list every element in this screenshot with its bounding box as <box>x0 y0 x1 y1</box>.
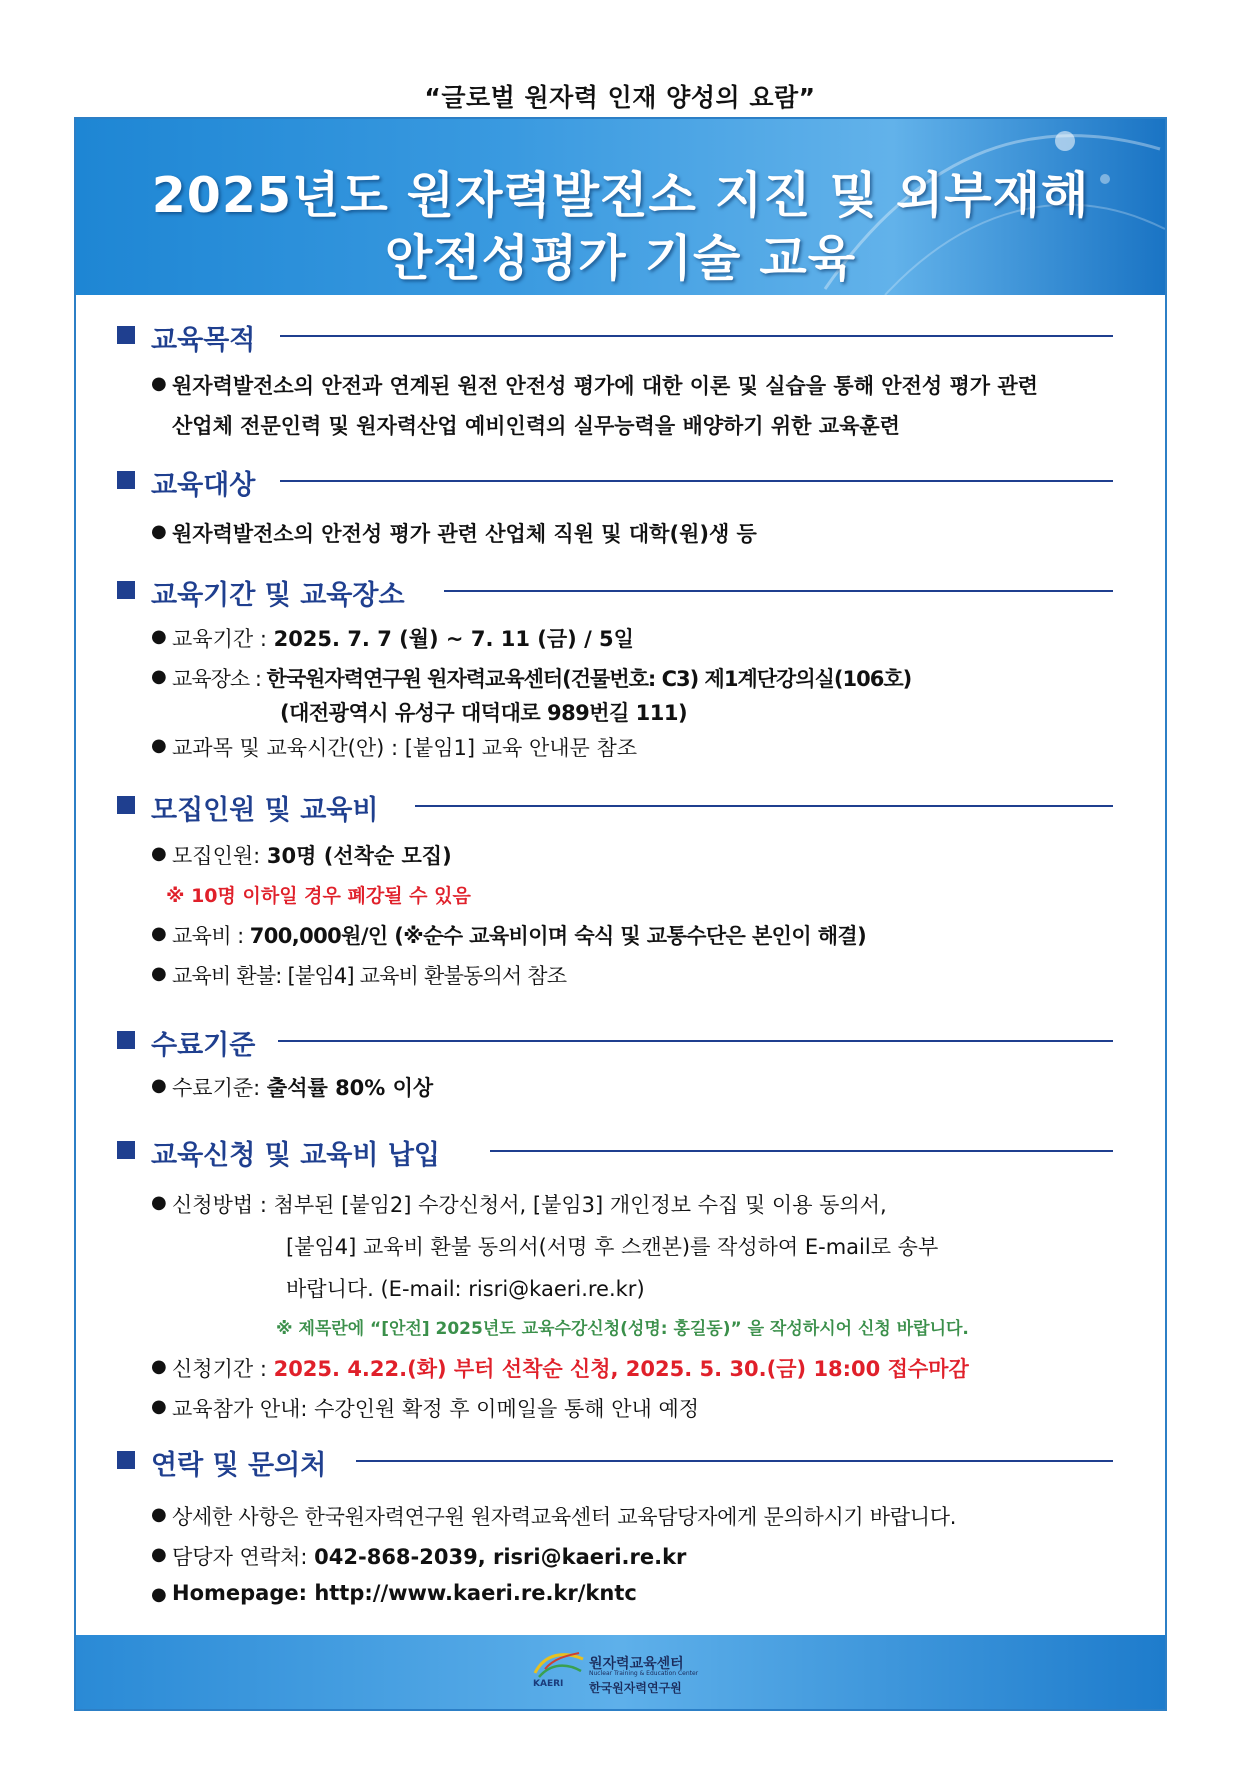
period-value: 2025. 7. 7 (월) ~ 7. 11 (금) / 5일 <box>273 627 634 651</box>
purpose-line1: 원자력발전소의 안전과 연계된 원전 안전성 평가에 대한 이론 및 실습을 통해 안전성 평가 관련 <box>172 374 1038 398</box>
completion-value: 출석률 80% 이상 <box>266 1076 434 1100</box>
place-line <box>172 663 911 693</box>
fee-value: 700,000원/인 (※순수 교육비이며 숙식 및 교통수단은 본인이 해결) <box>249 924 867 948</box>
bullet-icon: ● <box>151 1584 167 1605</box>
count-label: 모집인원: <box>172 844 267 868</box>
bullet-icon: ● <box>151 626 167 647</box>
bullet-icon: ● <box>151 666 167 687</box>
recruit-count-line <box>172 840 452 870</box>
contact-line2 <box>172 1541 686 1571</box>
section-title: 교육기간 및 교육장소 <box>151 580 405 611</box>
method-label: 신청방법 : <box>172 1193 274 1217</box>
bullet-icon: ● <box>151 843 167 864</box>
title-banner <box>76 119 1165 295</box>
contact-line1: 상세한 사항은 한국원자력연구원 원자력교육센터 교육담당자에게 문의하시기 바랍니다. <box>172 1505 957 1529</box>
place-address: (대전광역시 유성구 대덕대로 989번길 111) <box>280 701 688 725</box>
fee-label: 교육비 : <box>172 924 250 948</box>
section-square-icon <box>117 1451 135 1469</box>
apply-period-value: 2025. 4.22.(화) 부터 선착순 신청, 2025. 5. 30.(금) 18:00 접수마감 <box>273 1357 969 1381</box>
bullet-icon: ● <box>151 923 167 944</box>
section-rule <box>415 805 1113 807</box>
bullet-icon: ● <box>151 1504 167 1525</box>
section-rule <box>278 1040 1113 1042</box>
section-rule <box>490 1150 1113 1152</box>
closure-notice: ※ 10명 이하일 경우 폐강될 수 있음 <box>166 885 471 907</box>
section-square-icon <box>117 796 135 814</box>
main-title-line1: 2025년도 원자력발전소 지진 및 외부재해 <box>151 167 1090 224</box>
period-label: 교육기간 : <box>172 627 274 651</box>
logo-subtitle: Nuclear Training & Education Center <box>589 1670 699 1677</box>
bullet-icon: ● <box>151 1075 167 1096</box>
section-square-icon <box>117 1141 135 1159</box>
section-square-icon <box>117 581 135 599</box>
period-line <box>172 623 634 653</box>
bullet-icon: ● <box>151 735 167 756</box>
logo-english: KAERI <box>533 1679 564 1689</box>
section-rule <box>280 335 1113 337</box>
bullet-icon: ● <box>151 521 167 542</box>
place-value: 한국원자력연구원 원자력교육센터(건물번호: C3) 제1계단강의실(106호) <box>266 667 912 691</box>
purpose-line2: 산업체 전문인력 및 원자력산업 예비인력의 실무능력을 배양하기 위한 교육훈련 <box>172 414 900 438</box>
completion-label: 수료기준: <box>172 1076 267 1100</box>
section-rule <box>444 590 1113 592</box>
target-line1: 원자력발전소의 안전성 평가 관련 산업체 직원 및 대학(원)생 등 <box>172 522 757 546</box>
tagline: “글로벌 원자력 인재 양성의 요람” <box>424 83 816 112</box>
section-title: 교육대상 <box>151 470 256 501</box>
homepage-link[interactable]: Homepage: http://www.kaeri.re.kr/kntc <box>172 1581 637 1605</box>
method-line2: [붙임4] 교육비 환불 동의서(서명 후 스캔본)를 작성하여 E-mail로 송부 <box>286 1235 939 1259</box>
footer-banner <box>76 1635 1165 1709</box>
contact-label: 담당자 연락처: <box>172 1545 315 1569</box>
section-rule <box>356 1460 1113 1462</box>
fee-line <box>172 920 866 950</box>
section-title: 연락 및 문의처 <box>151 1450 327 1481</box>
section-square-icon <box>117 326 135 344</box>
bullet-icon: ● <box>151 373 167 394</box>
completion-line <box>172 1072 433 1102</box>
bullet-icon: ● <box>151 1396 167 1417</box>
main-title-line2: 안전성평가 기술 교육 <box>384 230 857 287</box>
section-square-icon <box>117 471 135 489</box>
contact-value: 042-868-2039, risri@kaeri.re.kr <box>314 1545 687 1569</box>
subjects-line: 교과목 및 교육시간(안) : [붙임1] 교육 안내문 참조 <box>172 736 638 760</box>
apply-period-label: 신청기간 : <box>172 1357 274 1381</box>
place-label: 교육장소 : <box>172 667 267 691</box>
bullet-icon: ● <box>151 963 167 984</box>
section-title: 교육목적 <box>151 325 256 356</box>
apply-period-line <box>172 1353 969 1383</box>
section-title: 교육신청 및 교육비 납입 <box>151 1140 441 1171</box>
logo-institute-name: 한국원자력연구원 <box>589 1681 682 1695</box>
kaeri-logo <box>531 1649 721 1697</box>
count-value: 30명 (선착순 모집) <box>266 844 452 868</box>
method-line3: 바랍니다. (E-mail: risri@kaeri.re.kr) <box>286 1277 645 1301</box>
bullet-icon: ● <box>151 1544 167 1565</box>
refund-line: 교육비 환불: [붙임4] 교육비 환불동의서 참조 <box>172 964 567 988</box>
bullet-icon: ● <box>151 1356 167 1377</box>
section-rule <box>280 480 1113 482</box>
method-line1 <box>172 1189 887 1219</box>
logo-center-name: 원자력교육센터 <box>589 1656 684 1672</box>
bullet-icon: ● <box>151 1192 167 1213</box>
section-title: 모집인원 및 교육비 <box>151 795 379 826</box>
guide-line: 교육참가 안내: 수강인원 확정 후 이메일을 통해 안내 예정 <box>172 1397 700 1421</box>
section-title: 수료기준 <box>151 1030 256 1061</box>
subject-note: ※ 제목란에 “[안전] 2025년도 교육수강신청(성명: 홍길동)” 을 작성하시어 신청 바랍니다. <box>276 1319 969 1339</box>
kaeri-swirl-icon <box>531 1649 587 1679</box>
section-square-icon <box>117 1031 135 1049</box>
method-text1: 첨부된 [붙임2] 수강신청서, [붙임3] 개인정보 수집 및 이용 동의서, <box>273 1193 887 1217</box>
